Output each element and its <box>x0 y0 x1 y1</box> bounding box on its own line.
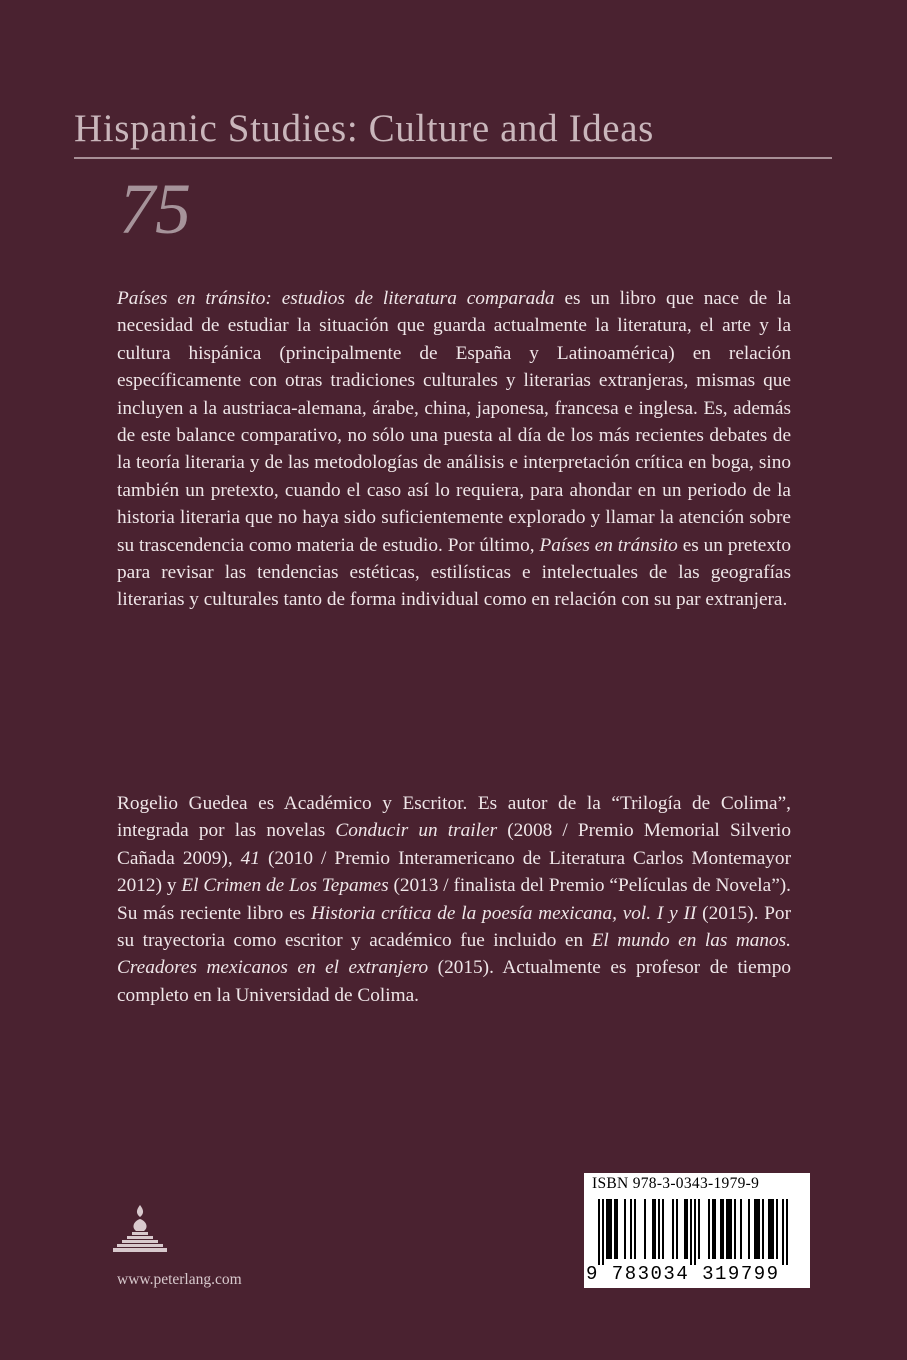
divider <box>74 157 832 159</box>
series-number: 75 <box>119 169 191 249</box>
barcode-bar <box>772 1199 774 1259</box>
barcode-bar <box>720 1199 722 1259</box>
barcode-bar <box>684 1199 686 1259</box>
isbn-barcode <box>584 1173 810 1288</box>
barcode-bar <box>728 1199 730 1259</box>
barcode-bar <box>606 1199 608 1259</box>
barcode-bar <box>740 1199 742 1259</box>
description-text-1: es un libro que nace de la necesidad de estudiar la situación que guarda actualmente la literatura, el arte y la cultura hispánica (principalmente de España y Latinoamérica) en relación específicamente con otras tradiciones culturales y literarias extranjeras, mismas que incluyen a la austriaca-alemana, árabe, china, japonesa, francesa e inglesa. Es, además de este balance comparativo, no sólo una puesta al día de los más recientes debates de la teoría literaria y de las metodologías de análisis e interpretación crítica en boga, sino también un pretexto, cuando el caso así lo requiera, para ahondar en un periodo de la historia literaria que no haya sido suficientemente explorado y llamar la atención sobre su trascendencia como materia de estudio. Por último, <box>117 288 791 556</box>
barcode-bar <box>654 1199 656 1259</box>
barcode-bar <box>712 1199 714 1259</box>
barcode-bar <box>770 1199 772 1259</box>
barcode-bar <box>714 1199 716 1259</box>
barcode-bar <box>658 1199 660 1259</box>
barcode-bar <box>756 1199 758 1259</box>
barcode-bar <box>768 1199 770 1259</box>
barcode-bar <box>624 1199 626 1259</box>
barcode-bar <box>672 1199 674 1259</box>
barcode-bar <box>754 1199 756 1259</box>
barcode-bar <box>694 1199 696 1265</box>
book-title: Países en tránsito: estudios de literatura comparada <box>117 288 555 309</box>
barcode-bar <box>726 1199 728 1259</box>
barcode-bar <box>652 1199 654 1259</box>
barcode-bar <box>608 1199 610 1259</box>
barcode-bar <box>734 1199 736 1259</box>
book-description <box>117 285 791 614</box>
barcode-bar <box>614 1199 616 1259</box>
barcode-bar <box>722 1199 724 1259</box>
barcode-bar <box>598 1199 600 1265</box>
barcode-bar <box>730 1199 732 1259</box>
barcode-bar <box>644 1199 646 1259</box>
publisher-website: www.peterlang.com <box>117 1271 242 1288</box>
barcode-bar <box>616 1199 618 1259</box>
barcode-bar <box>610 1199 612 1259</box>
author-name: Rogelio Guedea <box>117 793 248 814</box>
barcode-bar <box>690 1199 692 1265</box>
barcode-bar <box>782 1199 784 1265</box>
barcode-bar <box>630 1199 632 1259</box>
barcode-bar <box>634 1199 636 1259</box>
barcode-bar <box>686 1199 688 1259</box>
series-title: Hispanic Studies: Culture and Ideas <box>74 107 654 150</box>
description-text-2: es un pretexto para revisar las tendencias estéticas, estilísticas e intelectuales de las geografías literarias y culturales tanto de forma individual como en relación con su par extranjera. <box>117 534 791 611</box>
barcode-bar <box>786 1199 788 1265</box>
barcode-bars <box>594 1199 800 1265</box>
barcode-bar <box>748 1199 750 1259</box>
author-bio: Rogelio Guedea es Académico y Escritor. Es autor de la “Trilogía de Colima”, integrada por las novelas Conducir un trailer (2008 / Premio Memorial Silverio Cañada 2009), 41 (2010 / Premio Interamericano de Literatura Carlos Montemayor 2012) y El Crimen de Los Tepames (2013 / finalista del Premio “Películas de Novela”). Su más reciente libro es Historia crítica de la poesía mexicana, vol. I y II (2015). Por su trayectoria como escritor y académico fue incluido en El mundo en las manos. Creadores mexicanos en el extranjero (2015). Actualmente es profesor de tiempo completo en la Universidad de Colima. <box>117 793 791 1006</box>
isbn-label: ISBN 978-3-0343-1979-9 <box>592 1175 760 1192</box>
barcode-digits: 9 783034 319799 <box>586 1263 780 1285</box>
book-short-title: Países en tránsito <box>539 534 678 556</box>
barcode-bar <box>662 1199 664 1259</box>
barcode-bar <box>602 1199 604 1265</box>
barcode-bar <box>776 1199 778 1259</box>
barcode-bar <box>676 1199 678 1259</box>
barcode-bar <box>698 1199 700 1259</box>
peter-lang-logo-icon <box>112 1203 168 1259</box>
barcode-bar <box>758 1199 760 1259</box>
barcode-bar <box>762 1199 764 1259</box>
barcode-bar <box>708 1199 710 1259</box>
